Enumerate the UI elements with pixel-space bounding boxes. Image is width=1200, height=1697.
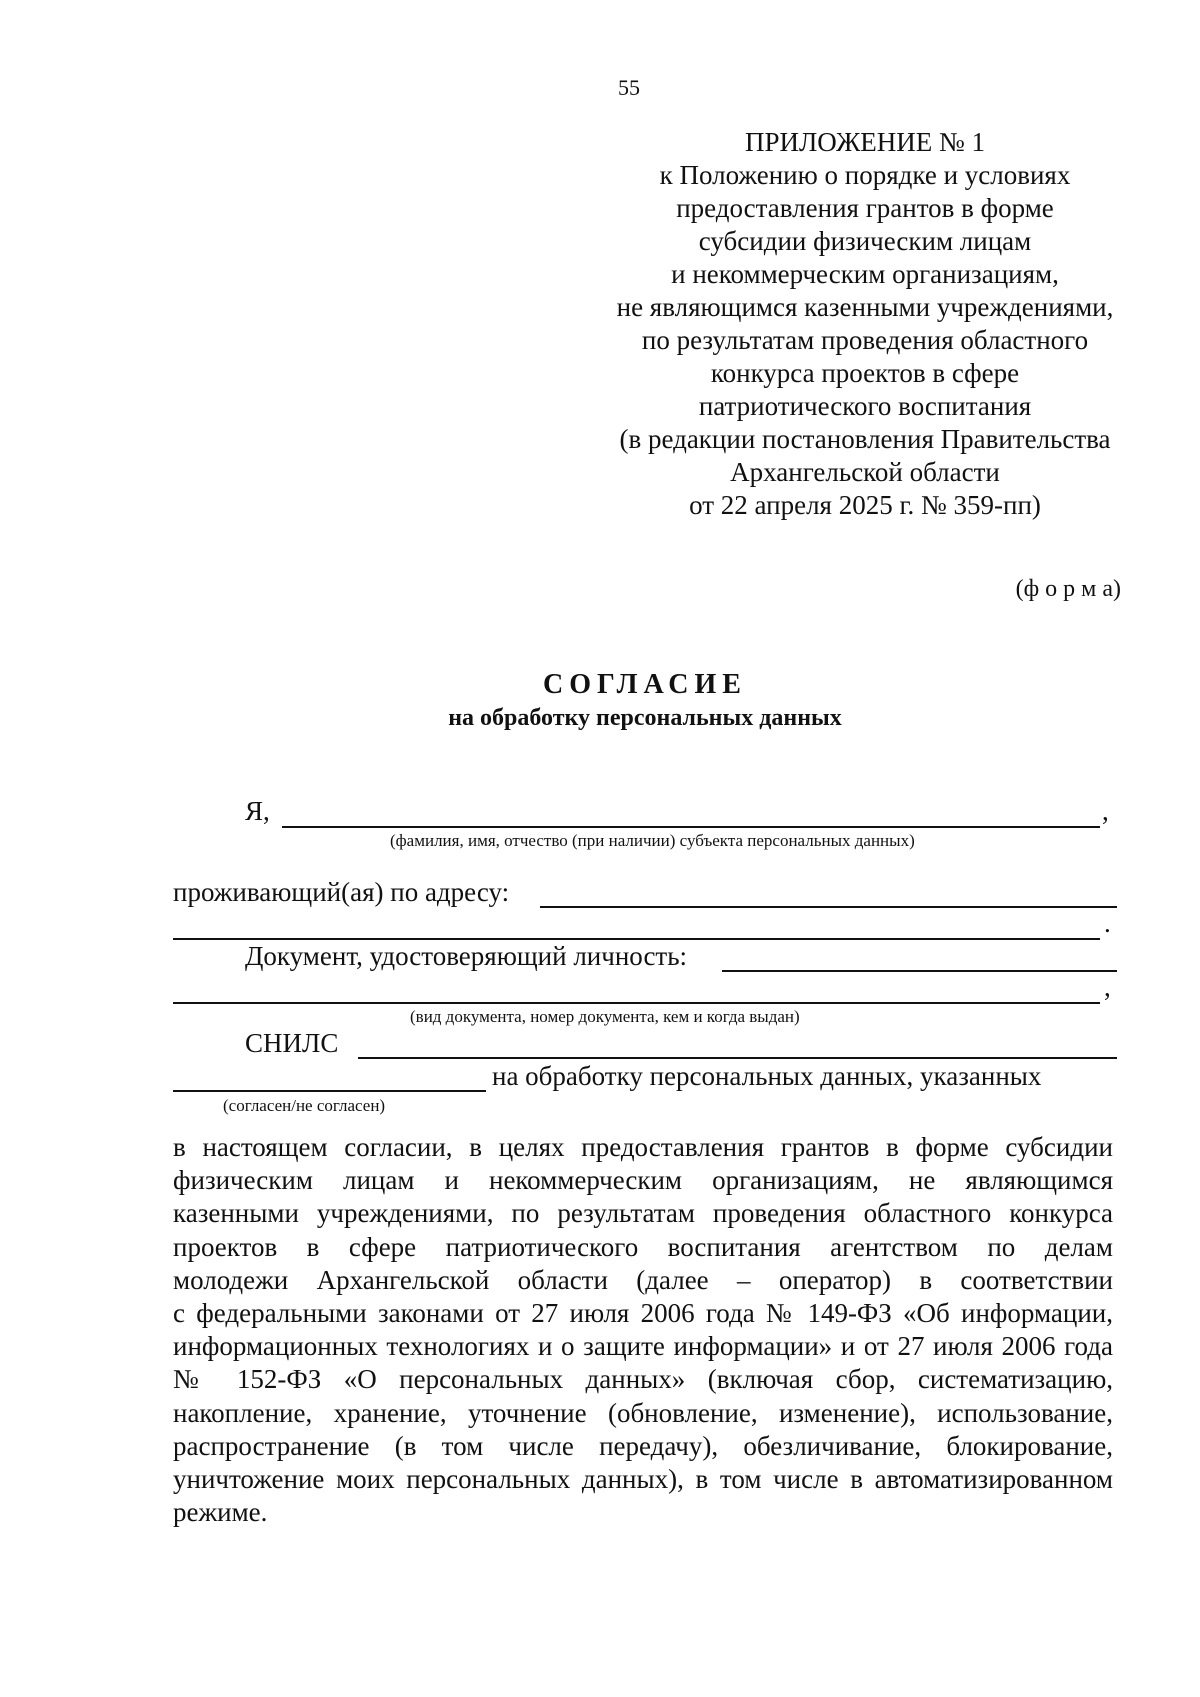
fio-field[interactable] [282,826,1100,828]
appendix-header [590,126,1140,522]
paragraph-line: № 152-ФЗ «О персональных данных» (включая сбор, систематизацию, [173,1364,1113,1395]
appendix-line: предоставления грантов в форме [676,193,1054,223]
paragraph-line: физическим лицам и некоммерческим организациям, не являющимся [173,1165,1113,1196]
document-comma: , [1104,972,1111,1002]
appendix-line: и некоммерческим организациям, [671,259,1059,289]
appendix-line: Архангельской области [730,457,1000,487]
appendix-line: (в редакции постановления Правительства [619,424,1111,454]
ya-comma: , [1102,796,1109,826]
paragraph-line: с федеральными законами от 27 июля 2006 года № 149-ФЗ «Об информации, [173,1297,1113,1328]
paragraph-line: в настоящем согласии, в целях предоставления грантов в форме субсидии [173,1132,1113,1162]
address-label: проживающий(ая) по адресу: [173,877,510,907]
document-subtitle: на обработку персональных данных [448,705,842,731]
ya-label: Я, [245,796,270,826]
paragraph-line: проектов в сфере патриотического воспитания агентством по делам [173,1231,1113,1262]
document-title: СОГЛАСИЕ [543,669,747,700]
address-period: . [1104,908,1111,938]
appendix-line: патриотического воспитания [698,391,1032,421]
consent-paragraph [173,1131,1113,1529]
appendix-line: к Положению о порядке и условиях [659,160,1071,190]
appendix-line: субсидии физическим лицам [698,226,1032,256]
page-number: 55 [618,75,640,100]
appendix-line: от 22 апреля 2025 г. № 359-пп) [689,490,1041,520]
paragraph-line: режиме. [173,1497,268,1528]
appendix-line: конкурса проектов в сфере [710,358,1020,388]
fio-hint: (фамилия, имя, отчество (при наличии) субъекта персональных данных) [390,831,915,850]
snils-field[interactable] [358,1057,1117,1059]
paragraph-line: казенными учреждениями, по результатам проведения областного конкурса [173,1198,1113,1229]
appendix-line: по результатам проведения областного [641,325,1089,355]
document-label: Документ, удостоверяющий личность: [245,941,688,971]
appendix-line: не являющимся казенными учреждениями, [616,292,1114,322]
document-hint: (вид документа, номер документа, кем и когда выдан) [410,1007,800,1026]
document-field-2[interactable] [173,1002,1100,1004]
address-field-1[interactable] [540,906,1117,908]
paragraph-line: распространение (в том числе передачу), обезличивание, блокирование, [173,1430,1113,1461]
paragraph-line: уничтожение моих персональных данных), в том числе в автоматизированном [173,1463,1113,1494]
document-field-1[interactable] [722,970,1117,972]
paragraph-line: накопление, хранение, уточнение (обновление, изменение), использование, [173,1397,1113,1428]
consent-hint: (согласен/не согласен) [223,1096,386,1115]
appendix-line: ПРИЛОЖЕНИЕ № 1 [744,127,986,157]
form-label: (ф о р м а) [1015,576,1121,602]
snils-label: СНИЛС [245,1028,339,1058]
consent-tail: на обработку персональных данных, указанных [492,1061,1042,1091]
paragraph-line: информационных технологиях и о защите информации» и от 27 июля 2006 года [173,1331,1113,1362]
paragraph-line: молодежи Архангельской области (далее – оператор) в соответствии [173,1264,1113,1295]
consent-field[interactable] [173,1090,486,1092]
